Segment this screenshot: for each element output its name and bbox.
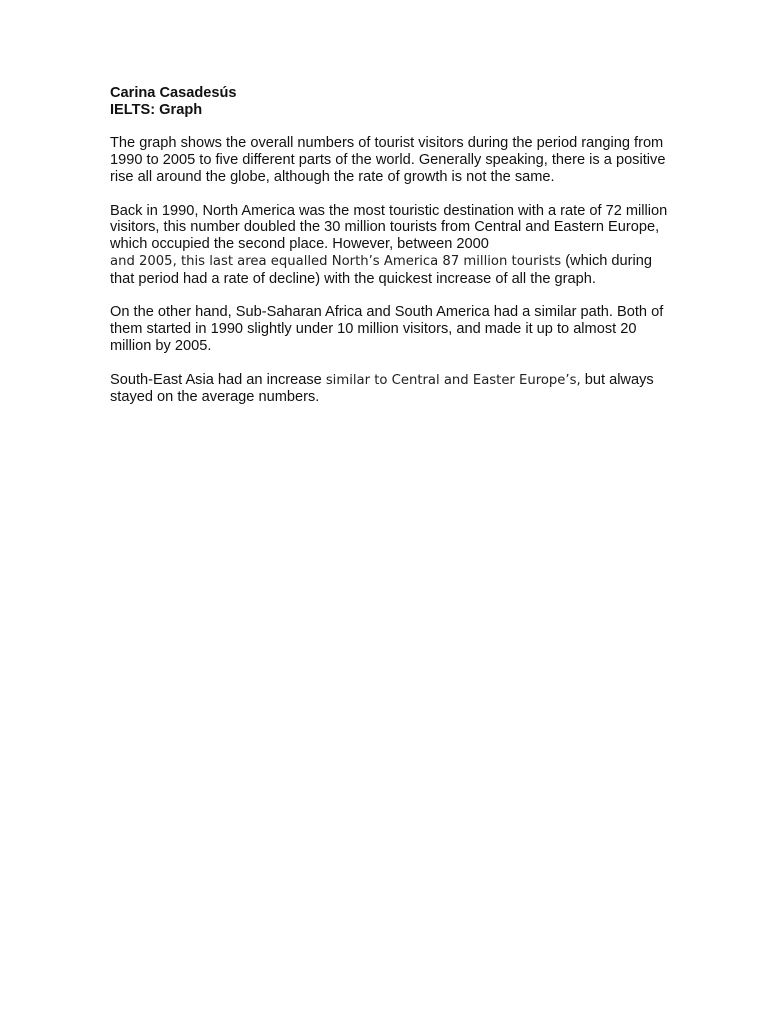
document-header bbox=[110, 85, 670, 119]
paragraph-north-america bbox=[110, 203, 670, 288]
document-page bbox=[110, 85, 670, 423]
paragraph-text-alt-font: similar to Central and Easter Europe’s, bbox=[325, 372, 581, 388]
paragraph-text: South-East Asia had an increase bbox=[110, 371, 322, 388]
paragraph-text: but always stayed on the average numbers. bbox=[110, 371, 654, 406]
paragraph-text-alt-font: and 2005, this last area equalled North’s America 87 million tourists bbox=[110, 253, 562, 269]
paragraph-text: Back in 1990, North America was the most touristic destination with a rate of 72 million visitors, this number doubled the 30 million tourists from Central and Eastern Europe, which occupied the second place. However, between 2000 bbox=[110, 202, 668, 253]
paragraph-text: (which during that period had a rate of decline) with the quickest increase of all the graph. bbox=[110, 252, 652, 287]
document-subject: IELTS: Graph bbox=[110, 101, 203, 118]
author-name: Carina Casadesús bbox=[110, 85, 237, 101]
paragraph-africa-south-america: On the other hand, Sub-Saharan Africa and South America had a similar path. Both of them started in 1990 slightly under 10 million visitors, and made it up to almost 20 million by 2005. bbox=[110, 304, 664, 354]
paragraph-south-east-asia bbox=[110, 372, 670, 407]
paragraph-intro: The graph shows the overall numbers of tourist visitors during the period ranging from 1990 to 2005 to five different parts of the world. Generally speaking, there is a positive rise all around the globe, although the rate of growth is not the same. bbox=[110, 135, 666, 185]
